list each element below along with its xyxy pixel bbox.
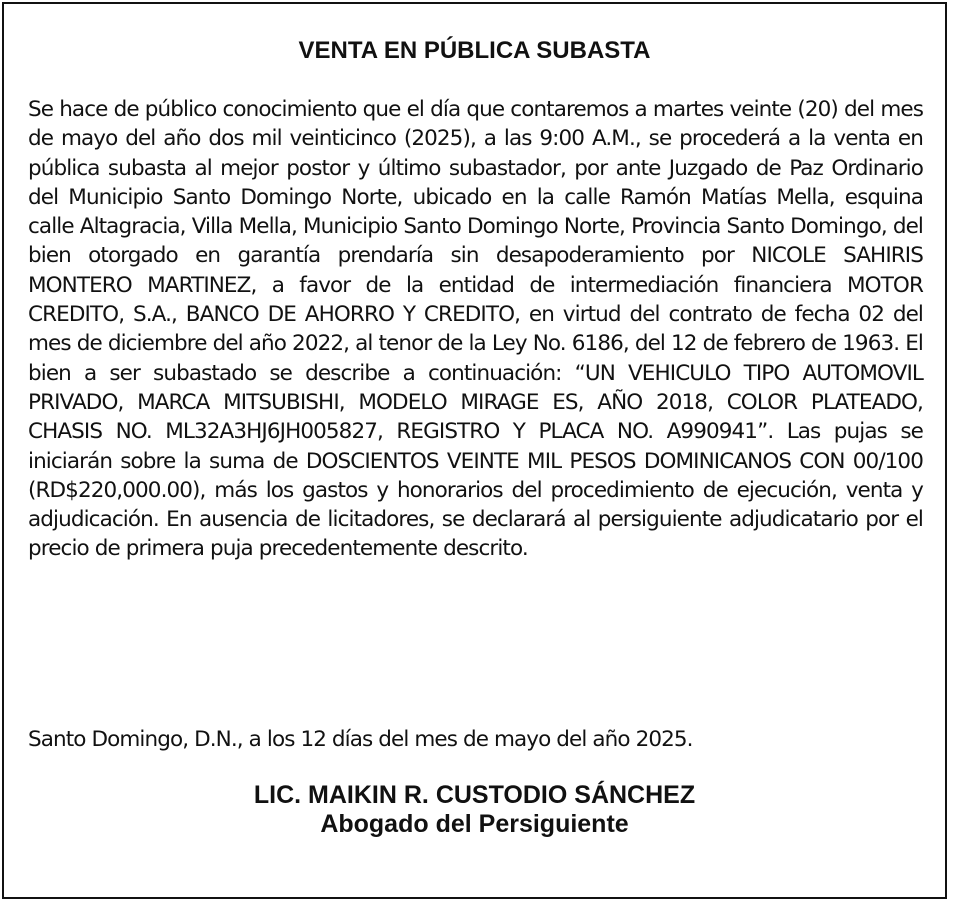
notice-title: VENTA EN PÚBLICA SUBASTA [298, 37, 651, 64]
legal-notice [2, 2, 947, 899]
notice-body: Se hace de público conocimiento que el día que contaremos a martes veinte (20) del mes de mayo del año dos mil veinticinco (2025), a las 9:00 A.M., se procederá a la venta en pública subasta al mejor postor y último subastador, por ante Juzgado de Paz Ordinario del Municipio Santo Domingo Norte, ubicado en la calle Ramón Matías Mella, esquina calle Altagracia, Villa Mella, Municipio Santo Domingo Norte, Provincia Santo Domingo, del bien otorgado en garantía prendaría sin desapoderamiento por NICOLE SAHIRIS MONTERO MARTINEZ, a favor de la entidad de intermediación financiera MOTOR CREDITO, S.A., BANCO DE AHORRO Y CREDITO, en virtud del contrato de fecha 02 del mes de diciembre del año 2022, al tenor de la Ley No. 6186, del 12 de febrero de 1963. El bien a ser subastado se describe a continuación: “UN VEHICULO TIPO AUTOMOVIL PRIVADO, MARCA MITSUBISHI, MODELO MIRAGE ES, AÑO 2018, COLOR PLATEADO, CHASIS NO. ML32A3HJ6JH005827, REGISTRO Y PLACA NO. A990941”. Las pujas se iniciarán sobre la suma de DOSCIENTOS VEINTE MIL PESOS DOMINICANOS CON 00/100 (RD$220,000.00), más los gastos y honorarios del procedimiento de ejecución, venta y adjudicación. En ausencia de licitadores, se declarará al persiguiente adjudicatario por el precio de primera puja precedentemente descrito. [28, 97, 923, 562]
signatory-role: Abogado del Persiguiente [320, 810, 629, 838]
signatory-name: LIC. MAIKIN R. CUSTODIO SÁNCHEZ [253, 781, 696, 809]
notice-place-date: Santo Domingo, D.N., a los 12 días del mes de mayo del año 2025. [28, 727, 693, 752]
